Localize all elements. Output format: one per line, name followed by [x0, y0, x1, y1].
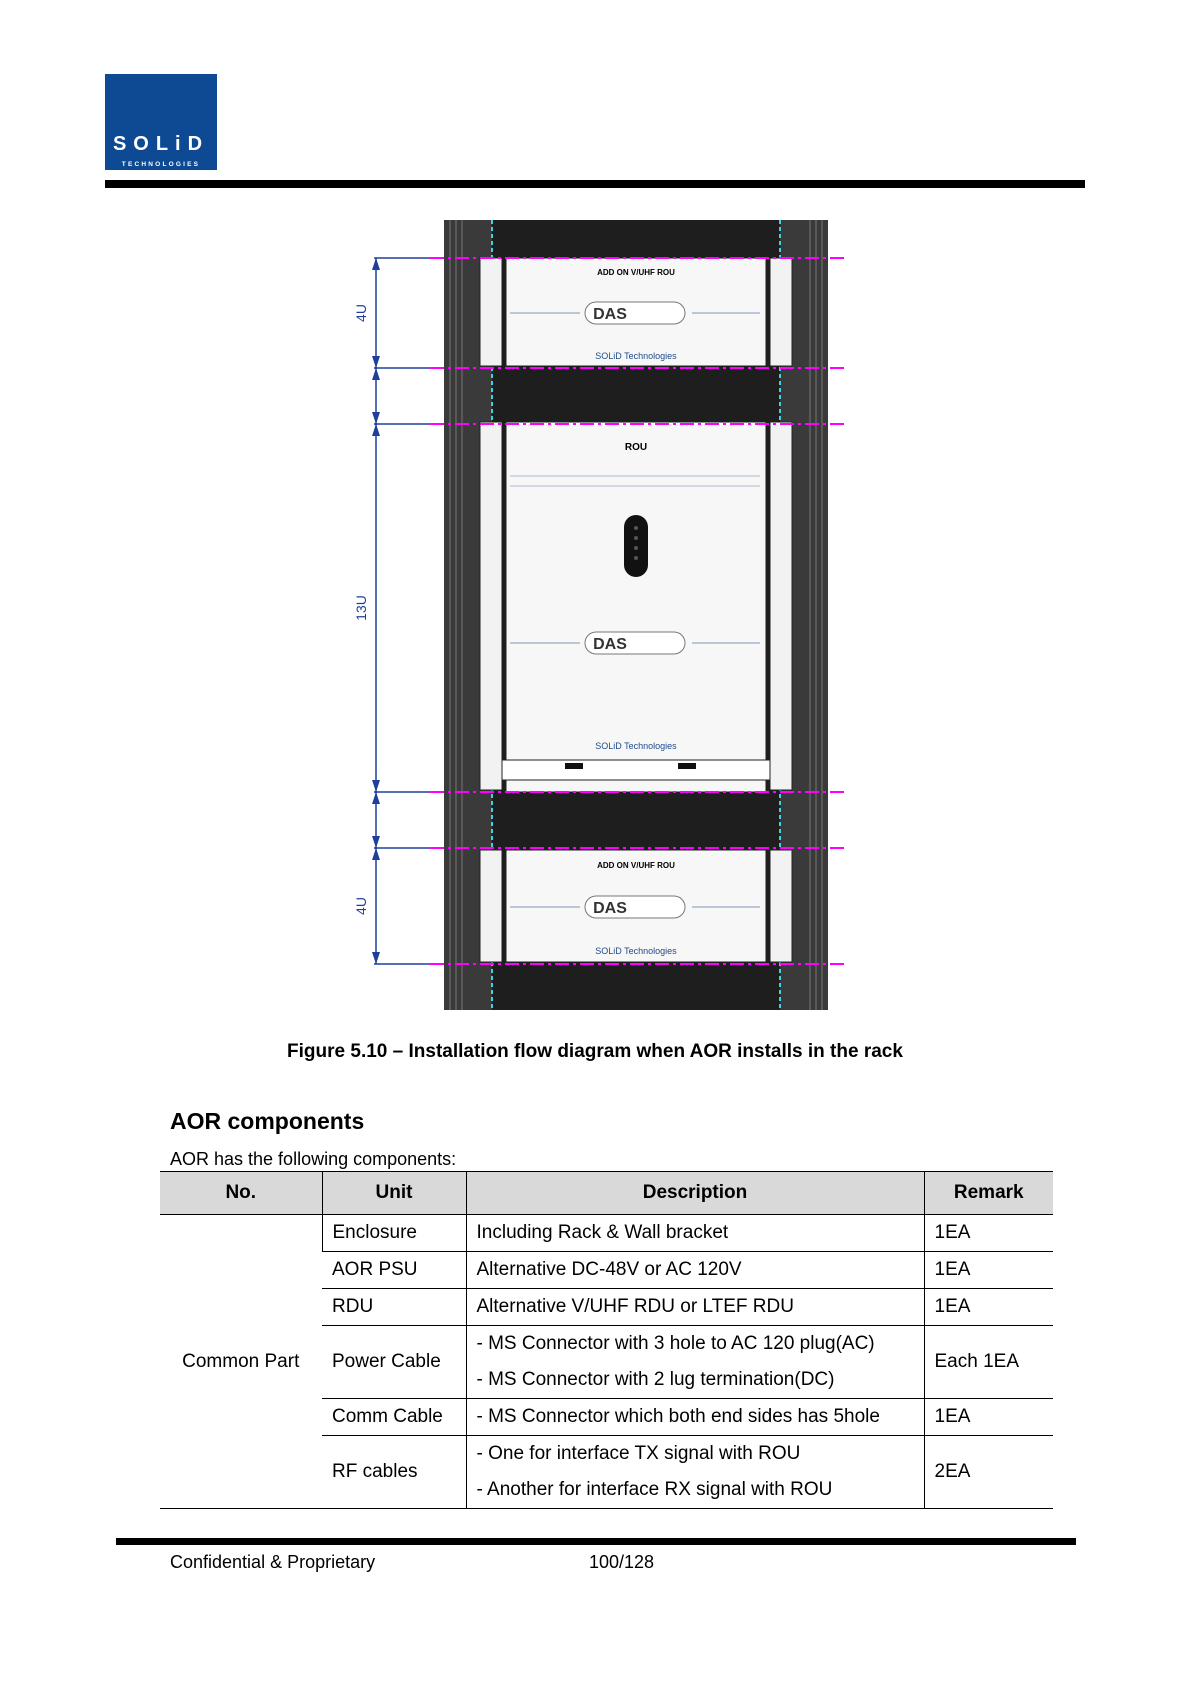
footer-confidential: Confidential & Proprietary — [170, 1552, 376, 1572]
top-unit-brand: SOLiD Technologies — [595, 351, 677, 361]
unit-cell: RDU — [322, 1289, 466, 1326]
logo-wordmark: SOLiD — [112, 133, 210, 155]
remark-cell: 1EA — [924, 1289, 1053, 1326]
header-no: No. — [160, 1172, 322, 1215]
description-line: - One for interface TX signal with ROU — [476, 1443, 801, 1464]
remark-cell: 1EA — [924, 1399, 1053, 1436]
table-header-row — [160, 1172, 1053, 1215]
rou-label: ROU — [624, 442, 648, 453]
unit-cell: Enclosure — [322, 1215, 466, 1252]
bottom-unit-label: ADD ON V/UHF ROU — [597, 861, 675, 870]
top-unit-right-bracket — [770, 258, 792, 366]
rou-left-bracket — [480, 422, 502, 790]
bottom-unit-right-bracket — [770, 850, 792, 962]
rou-body — [506, 422, 766, 792]
rou-das-text: DAS — [593, 636, 627, 653]
description-cell: Alternative V/UHF RDU or LTEF RDU — [466, 1289, 924, 1326]
description-cell: Alternative DC-48V or AC 120V — [466, 1252, 924, 1289]
rack-figure — [350, 218, 850, 1013]
remark-cell: Each 1EA — [924, 1326, 1053, 1399]
header-description: Description — [466, 1172, 924, 1215]
description-cell: - MS Connector which both end sides has 5hole — [466, 1399, 924, 1436]
rack-diagram — [350, 218, 850, 1013]
bottom-unit-brand: SOLiD Technologies — [595, 946, 677, 956]
header-remark: Remark — [924, 1172, 1053, 1215]
remark-cell: 1EA — [924, 1215, 1053, 1252]
logo-subtext: TECHNOLOGIES — [121, 161, 201, 168]
dim-label-bottom: 4U — [353, 897, 369, 915]
dim-label-top: 4U — [353, 304, 369, 322]
footer-rule — [116, 1538, 1076, 1545]
group-label-cell: Common Part — [160, 1215, 322, 1509]
description-line: - Another for interface RX signal with ROU — [476, 1479, 833, 1500]
description-cell — [466, 1326, 924, 1399]
description-cell — [466, 1436, 924, 1509]
top-unit-das-text: DAS — [593, 306, 627, 323]
top-unit-label: ADD ON V/UHF ROU — [597, 268, 675, 277]
bottom-unit-das-text: DAS — [593, 900, 627, 917]
rou-brand: SOLiD Technologies — [595, 741, 677, 751]
remark-cell: 1EA — [924, 1252, 1053, 1289]
bottom-unit-left-bracket — [480, 850, 502, 962]
section-heading: AOR components — [170, 1108, 365, 1134]
rou-right-bracket — [770, 422, 792, 790]
rou-connector-strip — [502, 760, 770, 780]
header-rule — [105, 180, 1085, 188]
description-line: - MS Connector with 2 lug termination(DC) — [476, 1369, 835, 1390]
unit-cell: Comm Cable — [322, 1399, 466, 1436]
description-cell: Including Rack & Wall bracket — [466, 1215, 924, 1252]
top-unit-left-bracket — [480, 258, 502, 366]
description-line: - MS Connector with 3 hole to AC 120 plug(AC) — [476, 1333, 875, 1354]
section-intro: AOR has the following components: — [170, 1149, 457, 1169]
unit-cell: Power Cable — [322, 1326, 466, 1399]
table-row — [160, 1215, 1053, 1252]
company-logo — [105, 74, 217, 170]
dimension-arrows — [374, 258, 430, 964]
header-unit: Unit — [322, 1172, 466, 1215]
components-table — [160, 1171, 1053, 1509]
remark-cell: 2EA — [924, 1436, 1053, 1509]
page-number: 100/128 — [589, 1552, 655, 1572]
dim-label-middle: 13U — [353, 595, 369, 621]
figure-caption: Figure 5.10 – Installation flow diagram when AOR installs in the rack — [287, 1041, 903, 1062]
unit-cell: AOR PSU — [322, 1252, 466, 1289]
unit-cell: RF cables — [322, 1436, 466, 1509]
